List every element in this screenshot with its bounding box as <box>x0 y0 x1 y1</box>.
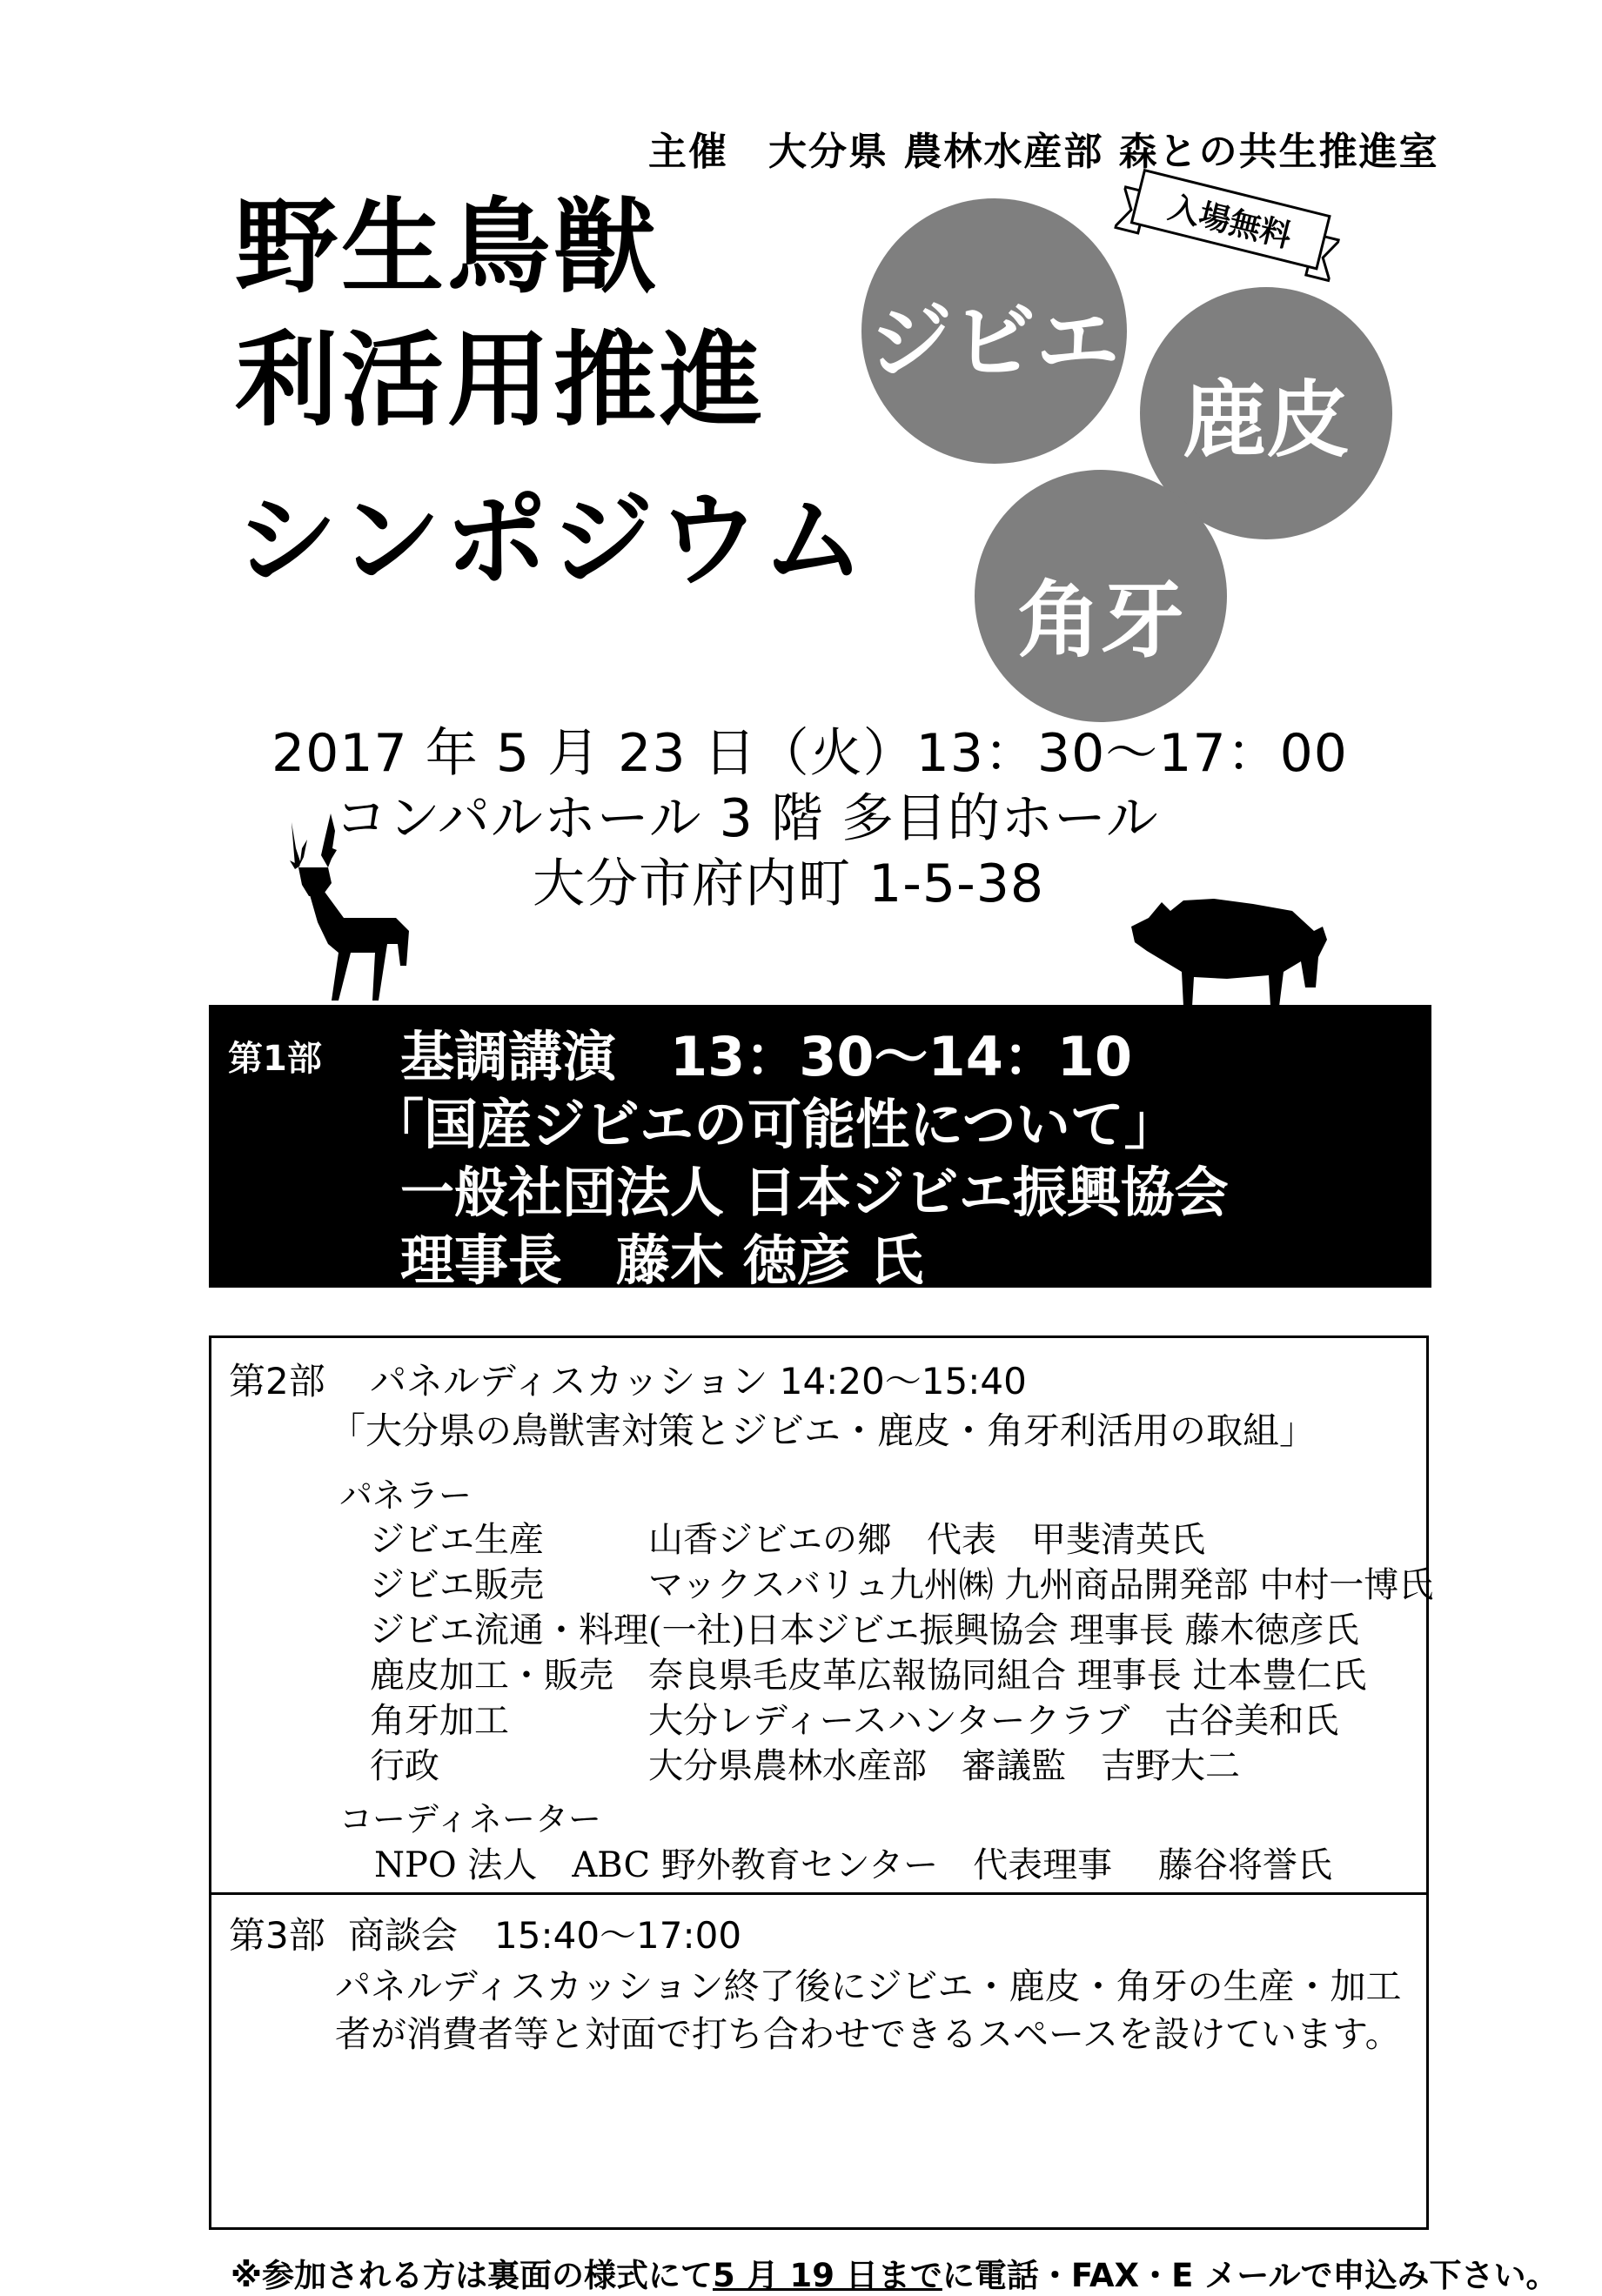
banner-label: 入場無料 <box>1164 189 1296 255</box>
panelist-person: マックスバリュ九州㈱ 九州商品開発部 中村一博氏 <box>648 1565 1434 1605</box>
part1-organization: 一般社団法人 日本ジビエ振興協会 <box>400 1161 1229 1224</box>
part2-heading: パネルディスカッション 14:20〜15:40 <box>370 1360 1027 1402</box>
list-item <box>370 1512 1414 1560</box>
circle-gibier-label: ジビエ <box>868 293 1120 391</box>
list-item <box>370 1557 1434 1605</box>
panelist-role: ジビエ生産 <box>370 1520 544 1560</box>
part2-topic: 「大分県の鳥獣害対策とジビエ・鹿皮・角牙利活用の取組」 <box>329 1409 1317 1452</box>
registration-note <box>231 2249 1558 2296</box>
list-item <box>370 1603 1414 1648</box>
event-venue: コンパルホール 3 階 多目的ホール <box>335 788 1159 849</box>
panelist-person: 大分県農林水産部 審議監 吉野大二 <box>648 1746 1240 1786</box>
circle-antler-label: 角牙 <box>1017 571 1184 669</box>
part1-label: 第1部 <box>228 1039 322 1079</box>
title-line-1: 野生鳥獣 <box>235 187 660 307</box>
part3-description-1: パネルディスカッション終了後にジビエ・鹿皮・角牙の生産・加工 <box>335 1965 1402 2007</box>
organizer-text: 主催 大分県 農林水産部 森との共生推進室 <box>648 130 1439 174</box>
boar-silhouette <box>1131 892 1336 1014</box>
panelist-person: 奈良県毛皮革広報協同組合 理事長 辻本豊仁氏 <box>648 1656 1367 1696</box>
part1-topic: 「国産ジビエの可能性について」 <box>370 1093 1178 1156</box>
title-line-3: シンポジウム <box>235 480 868 600</box>
panelist-person: 大分レディースハンタークラブ 古谷美和氏 <box>648 1701 1339 1741</box>
panelist-role: ジビエ流通・料理 <box>370 1610 648 1650</box>
event-address: 大分市府内町 1-5-38 <box>533 853 1045 914</box>
part1-heading: 基調講演 13：30〜14：10 <box>400 1025 1133 1088</box>
circle-deerskin-label: 鹿皮 <box>1183 371 1350 469</box>
title-line-2: 利活用推進 <box>235 320 767 440</box>
panelists-label: パネラー <box>339 1476 473 1515</box>
coordinator-name: NPO 法人 ABC 野外教育センター 代表理事 藤谷将誉氏 <box>374 1845 1332 1885</box>
list-item <box>370 1648 1414 1696</box>
panelist-person: (一社)日本ジビエ振興協会 理事長 藤木徳彦氏 <box>648 1610 1359 1650</box>
panelist-role: 鹿皮加工・販売 <box>370 1656 613 1696</box>
part2-label: 第2部 <box>229 1360 325 1402</box>
coordinator-label: コーディネーター <box>339 1800 601 1838</box>
part3-label: 第3部 <box>229 1914 325 1957</box>
event-datetime: 2017 年 5 月 23 日（火）13：30〜17：00 <box>271 723 1348 784</box>
section-divider <box>209 1892 1429 1895</box>
note-prefix: ※参加される方は裏面の様式にて <box>231 2257 713 2294</box>
part1-speaker: 理事長 藤木 徳彦 氏 <box>400 1228 924 1292</box>
part1-section <box>209 1005 1431 1292</box>
panelist-role: ジビエ販売 <box>370 1565 544 1605</box>
list-item <box>370 1738 1414 1784</box>
free-admission-banner <box>1112 161 1346 289</box>
panelist-role: 角牙加工 <box>370 1701 509 1741</box>
note-deadline: 5 月 19 日まで <box>712 2257 942 2294</box>
list-item <box>370 1693 1414 1741</box>
panelist-person: 山香ジビエの郷 代表 甲斐清英氏 <box>648 1520 1205 1560</box>
part3-heading: 商談会 15:40〜17:00 <box>348 1914 742 1957</box>
circle-gibier <box>861 198 1127 464</box>
panelist-role: 行政 <box>370 1746 439 1786</box>
panelist-list <box>370 1512 1434 1786</box>
part3-description-2: 者が消費者等と対面で打ち合わせできるスペースを設けています。 <box>335 2013 1401 2055</box>
deer-silhouette <box>248 813 422 1014</box>
circle-antler <box>975 470 1227 722</box>
note-suffix: に電話・FAX・E メールで申込み下さい。 <box>942 2257 1558 2294</box>
